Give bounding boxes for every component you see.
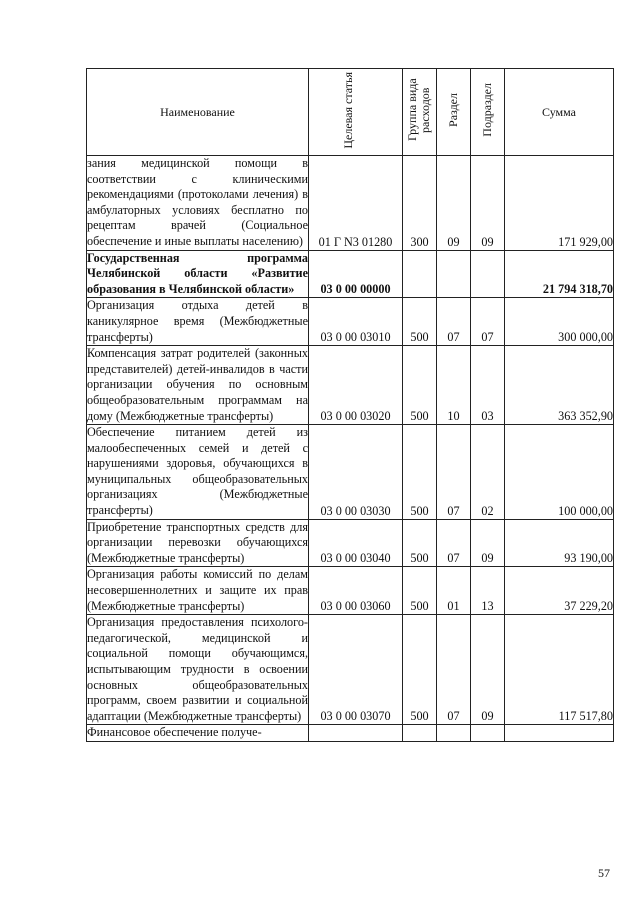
row-subsection-cell: 07 [471,298,505,346]
row-section-cell: 07 [437,519,471,567]
row-name-cell: зания медицинской помощи в соответствии с клиническими рекомендациями (протоколами лечения) в амбулаторных условиях бесплатно по рецептам врачей (Социальное обеспечение и иные выплаты населению) [87,156,309,251]
row-section-cell: 10 [437,346,471,425]
table-row [87,567,614,615]
row-subsection-cell [471,725,505,742]
row-sum-cell: 117 517,80 [505,615,614,725]
table-header-row [87,69,614,156]
row-target-cell: 03 0 00 03040 [309,519,403,567]
row-target-cell [309,725,403,742]
row-group-cell: 500 [403,615,437,725]
row-name-cell: Обеспечение питанием детей из малообеспеченных семей и детей с нарушениями здоровья, обучающихся в муниципальных общеобразовательных организациях (Межбюджетные трансферты) [87,425,309,520]
header-group [403,69,437,156]
table-row [87,615,614,725]
row-sum-cell: 37 229,20 [505,567,614,615]
row-name-cell: Организация отдыха детей в каникулярное время (Межбюджетные трансферты) [87,298,309,346]
row-group-cell [403,250,437,298]
row-sum-cell: 93 190,00 [505,519,614,567]
header-section-label: Раздел [446,93,460,127]
row-group-cell: 500 [403,298,437,346]
header-target-label: Целевая статья [340,71,355,149]
header-subsection [471,69,505,156]
header-name: Наименование [87,69,309,156]
row-section-cell: 07 [437,298,471,346]
row-sum-cell: 171 929,00 [505,156,614,251]
row-target-cell: 03 0 00 00000 [309,250,403,298]
table-row [87,519,614,567]
table-row [87,298,614,346]
row-group-cell: 500 [403,346,437,425]
row-section-cell: 07 [437,425,471,520]
row-group-cell: 500 [403,519,437,567]
row-group-cell: 500 [403,425,437,520]
row-subsection-cell: 03 [471,346,505,425]
table-row [87,156,614,251]
row-sum-cell: 363 352,90 [505,346,614,425]
row-section-cell: 01 [437,567,471,615]
row-subsection-cell: 02 [471,425,505,520]
row-target-cell: 03 0 00 03030 [309,425,403,520]
row-subsection-cell: 09 [471,615,505,725]
row-target-cell: 03 0 00 03010 [309,298,403,346]
row-subsection-cell: 09 [471,519,505,567]
row-name-cell: Организация предоставления психолого-педагогической, медицинской и социальной помощи обучающимся, испытывающим трудности в освоении основных общеобразовательных программ, своем развитии и социальной адаптации (Межбюджетные трансферты) [87,615,309,725]
row-target-cell: 03 0 00 03020 [309,346,403,425]
row-name-cell: Финансовое обеспечение получе- [87,725,309,742]
row-subsection-cell [471,250,505,298]
row-target-cell: 03 0 00 03070 [309,615,403,725]
table-row [87,725,614,742]
page-number: 57 [598,866,610,880]
row-section-cell [437,250,471,298]
row-sum-cell: 300 000,00 [505,298,614,346]
table-body [87,156,614,742]
table-row [87,250,614,298]
table-row [87,425,614,520]
row-section-cell [437,725,471,742]
budget-table [86,68,614,742]
row-group-cell: 500 [403,567,437,615]
row-group-cell [403,725,437,742]
table-row [87,346,614,425]
row-subsection-cell: 09 [471,156,505,251]
row-sum-cell: 100 000,00 [505,425,614,520]
row-name-cell: Организация работы комиссий по делам несовершеннолетних и защите их прав (Межбюджетные трансферты) [87,567,309,615]
header-subsection-label: Подраздел [480,83,494,137]
header-sum: Сумма [505,69,614,156]
row-target-cell: 01 Г N3 01280 [309,156,403,251]
row-section-cell: 07 [437,615,471,725]
row-section-cell: 09 [437,156,471,251]
row-group-cell: 300 [403,156,437,251]
row-name-cell: Государственная программа Челябинской области «Развитие образования в Челябинской области» [87,250,309,298]
row-target-cell: 03 0 00 03060 [309,567,403,615]
header-group-label: Группа вида расходов [404,78,432,142]
row-sum-cell [505,725,614,742]
header-section [437,69,471,156]
row-subsection-cell: 13 [471,567,505,615]
row-name-cell: Приобретение транспортных средств для организации перевозки обучающихся (Межбюджетные трансферты) [87,519,309,567]
row-name-cell: Компенсация затрат родителей (законных представителей) детей-инвалидов в части организации обучения по основным общеобразовательным программам на дому (Межбюджетные трансферты) [87,346,309,425]
row-sum-cell: 21 794 318,70 [505,250,614,298]
header-target [309,69,403,156]
